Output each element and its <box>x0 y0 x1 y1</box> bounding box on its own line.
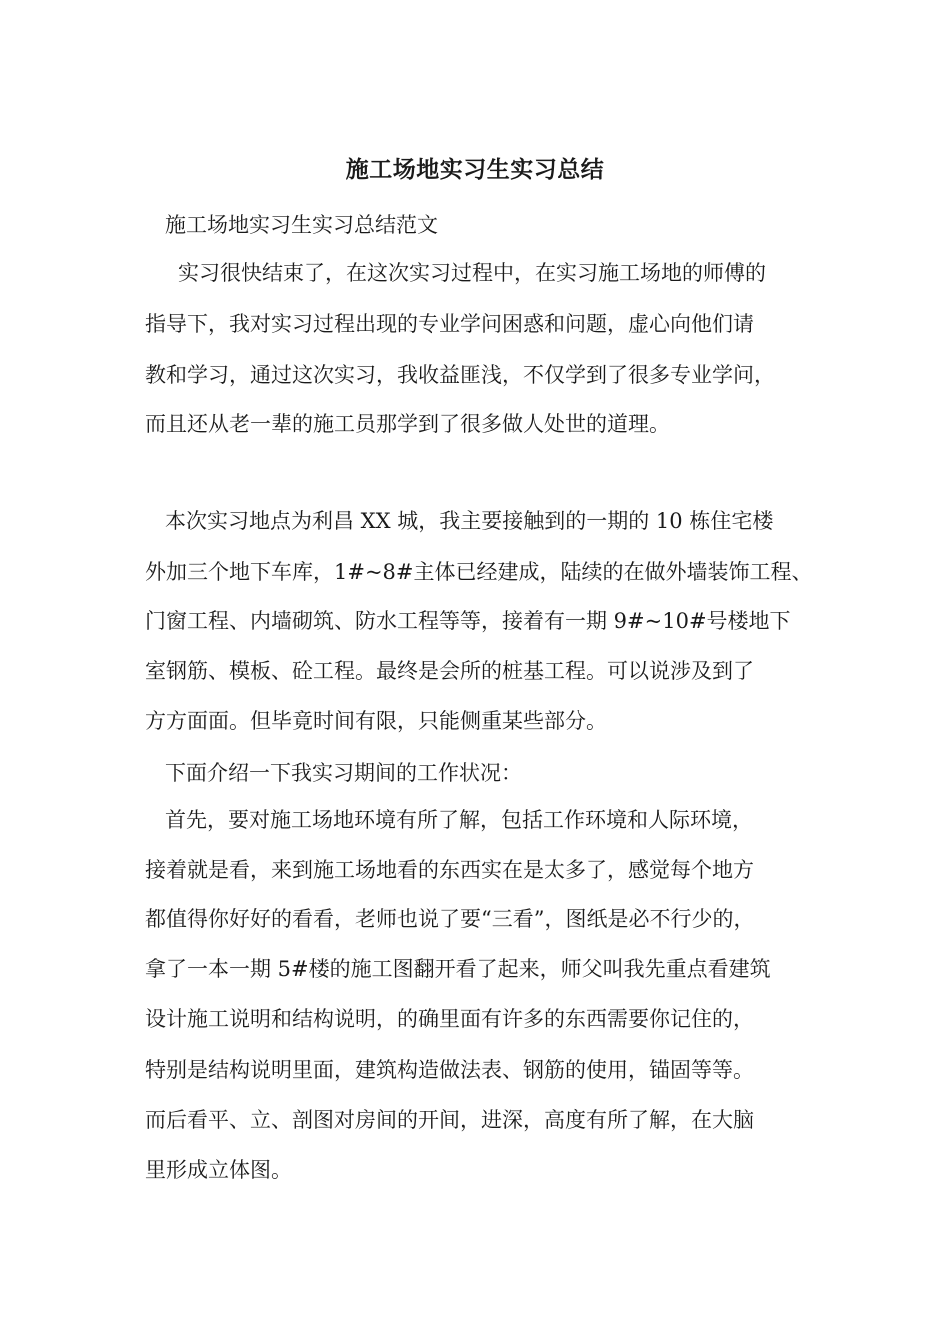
paragraph-line: 方方面面。但毕竟时间有限，只能侧重某些部分。 <box>145 709 607 733</box>
paragraph-line: 指导下，我对实习过程出现的专业学问困惑和问题，虚心向他们请 <box>145 312 754 336</box>
document-subtitle: 施工场地实习生实习总结范文 <box>165 213 438 237</box>
paragraph-line: 接着就是看，来到施工场地看的东西实在是太多了，感觉每个地方 <box>145 858 754 882</box>
paragraph-line: 外加三个地下车库，1#~8#主体已经建成，陆续的在做外墙装饰工程、 <box>145 560 813 584</box>
paragraph-line: 教和学习，通过这次实习，我收益匪浅，不仅学到了很多专业学问， <box>145 363 775 387</box>
paragraph-line: 特别是结构说明里面，建筑构造做法表、钢筋的使用，锚固等等。 <box>145 1058 754 1082</box>
paragraph-line: 下面介绍一下我实习期间的工作状况： <box>165 761 522 785</box>
paragraph-line: 都值得你好好的看看，老师也说了要“三看”，图纸是必不行少的， <box>145 907 755 931</box>
paragraph-line: 而且还从老一辈的施工员那学到了很多做人处世的道理。 <box>145 412 670 436</box>
paragraph-line: 室钢筋、模板、砼工程。最终是会所的桩基工程。可以说涉及到了 <box>145 659 754 683</box>
document-title: 施工场地实习生实习总结 <box>345 156 605 183</box>
paragraph-line: 门窗工程、内墙砌筑、防水工程等等，接着有一期 9#~10#号楼地下 <box>145 609 791 633</box>
paragraph-line: 首先，要对施工场地环境有所了解，包括工作环境和人际环境， <box>165 808 753 832</box>
paragraph-line: 设计施工说明和结构说明，的确里面有许多的东西需要你记住的， <box>145 1007 754 1031</box>
paragraph-line: 里形成立体图。 <box>145 1158 292 1182</box>
paragraph-line: 而后看平、立、剖图对房间的开间，进深，高度有所了解，在大脑 <box>145 1108 754 1132</box>
paragraph-line: 拿了一本一期 5#楼的施工图翻开看了起来，师父叫我先重点看建筑 <box>145 957 771 981</box>
paragraph-line: 实习很快结束了，在这次实习过程中，在实习施工场地的师傅的 <box>178 261 766 285</box>
paragraph-line: 本次实习地点为利昌 XX 城，我主要接触到的一期的 10 栋住宅楼 <box>165 509 774 533</box>
